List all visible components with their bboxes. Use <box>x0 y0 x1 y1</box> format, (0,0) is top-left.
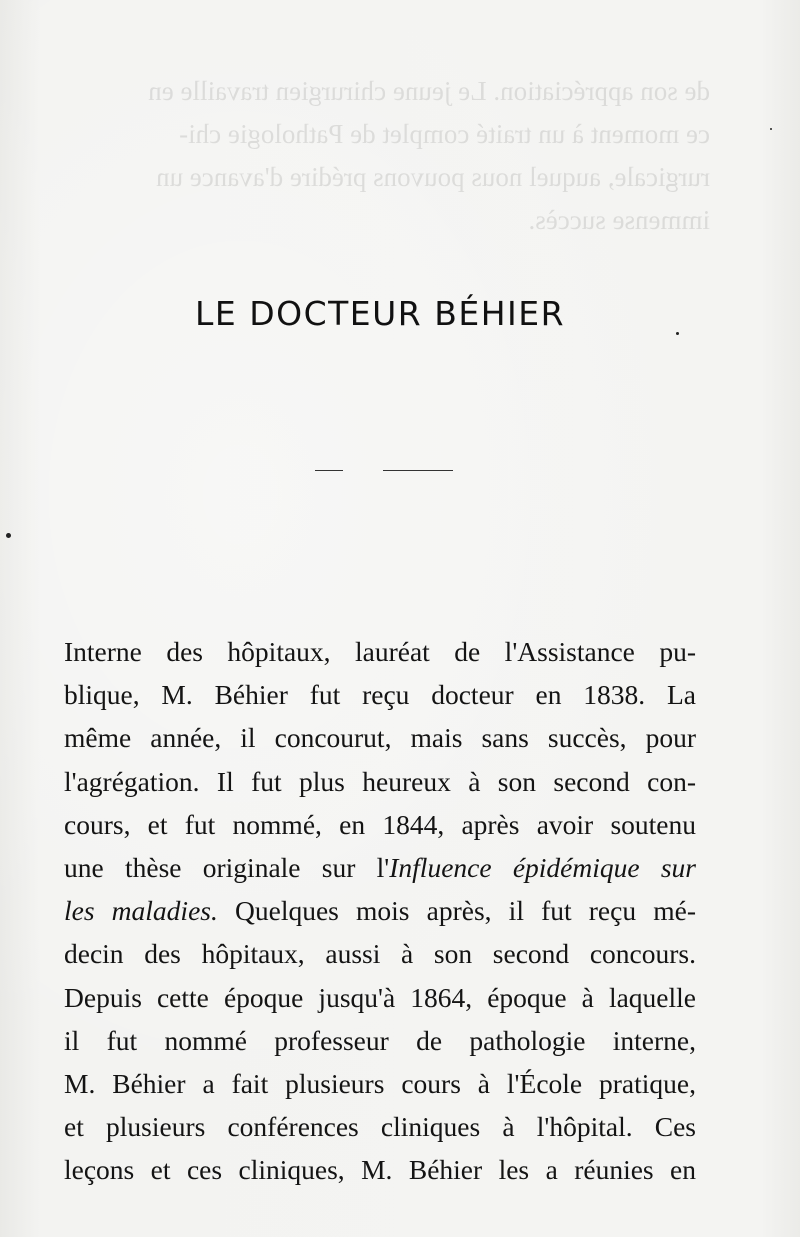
text-line <box>64 889 696 932</box>
text-run: decin des hôpitaux, aussi à son second concours. <box>64 938 696 970</box>
chapter-title: LE DOCTEUR BÉHIER <box>194 294 566 333</box>
text-line <box>64 716 696 759</box>
body-paragraph <box>64 630 696 1191</box>
text-run: l'agrégation. Il fut plus heureux à son second con- <box>64 765 696 797</box>
ink-speck <box>6 533 11 538</box>
italic-text: les maladies. <box>64 895 218 927</box>
text-run: M. Béhier a fait plusieurs cours à l'École pratique, <box>64 1067 696 1099</box>
text-line <box>64 976 696 1019</box>
text-run: Depuis cette époque jusqu'à 1864, époque à laquelle <box>64 981 696 1013</box>
bleed-line: immense succès. <box>528 205 710 235</box>
text-run: même année, il concourut, mais sans succès, pour <box>64 722 696 754</box>
text-line <box>64 932 696 975</box>
ink-speck <box>770 128 772 130</box>
bleed-line: de son appréciation. Le jeune chirurgien travaille en <box>148 76 710 106</box>
text-line <box>64 1105 696 1148</box>
text-line <box>64 1062 696 1105</box>
text-line <box>64 846 696 889</box>
text-run: Quelques mois après, il fut reçu mé- <box>217 895 696 927</box>
bleed-through-text <box>70 70 710 242</box>
text-line <box>64 1019 696 1062</box>
text-line <box>64 803 696 846</box>
separator-rule-right <box>383 470 453 471</box>
text-line <box>64 673 696 716</box>
bleed-line: rurgicale, auquel nous pouvons prédire d'avance un <box>156 162 710 192</box>
text-run: blique, M. Béhier fut reçu docteur en 1838. La <box>64 679 696 711</box>
text-line <box>64 1148 696 1191</box>
separator-rule-left <box>315 470 343 471</box>
italic-text: Influence épidémique sur <box>389 851 697 883</box>
text-run: une thèse originale sur l' <box>64 851 390 883</box>
text-line <box>64 630 696 673</box>
text-run: cours, et fut nommé, en 1844, après avoir soutenu <box>64 808 696 840</box>
text-run: Interne des hôpitaux, lauréat de l'Assistance pu- <box>64 636 696 667</box>
bleed-line: ce moment à un traité complet de Pathologie chi- <box>179 119 710 149</box>
ink-speck <box>676 332 679 335</box>
text-run: leçons et ces cliniques, M. Béhier les a réunies en <box>64 1154 696 1186</box>
text-line <box>64 760 696 803</box>
text-run: il fut nommé professeur de pathologie interne, <box>64 1024 696 1056</box>
text-run: et plusieurs conférences cliniques à l'hôpital. Ces <box>64 1111 696 1143</box>
